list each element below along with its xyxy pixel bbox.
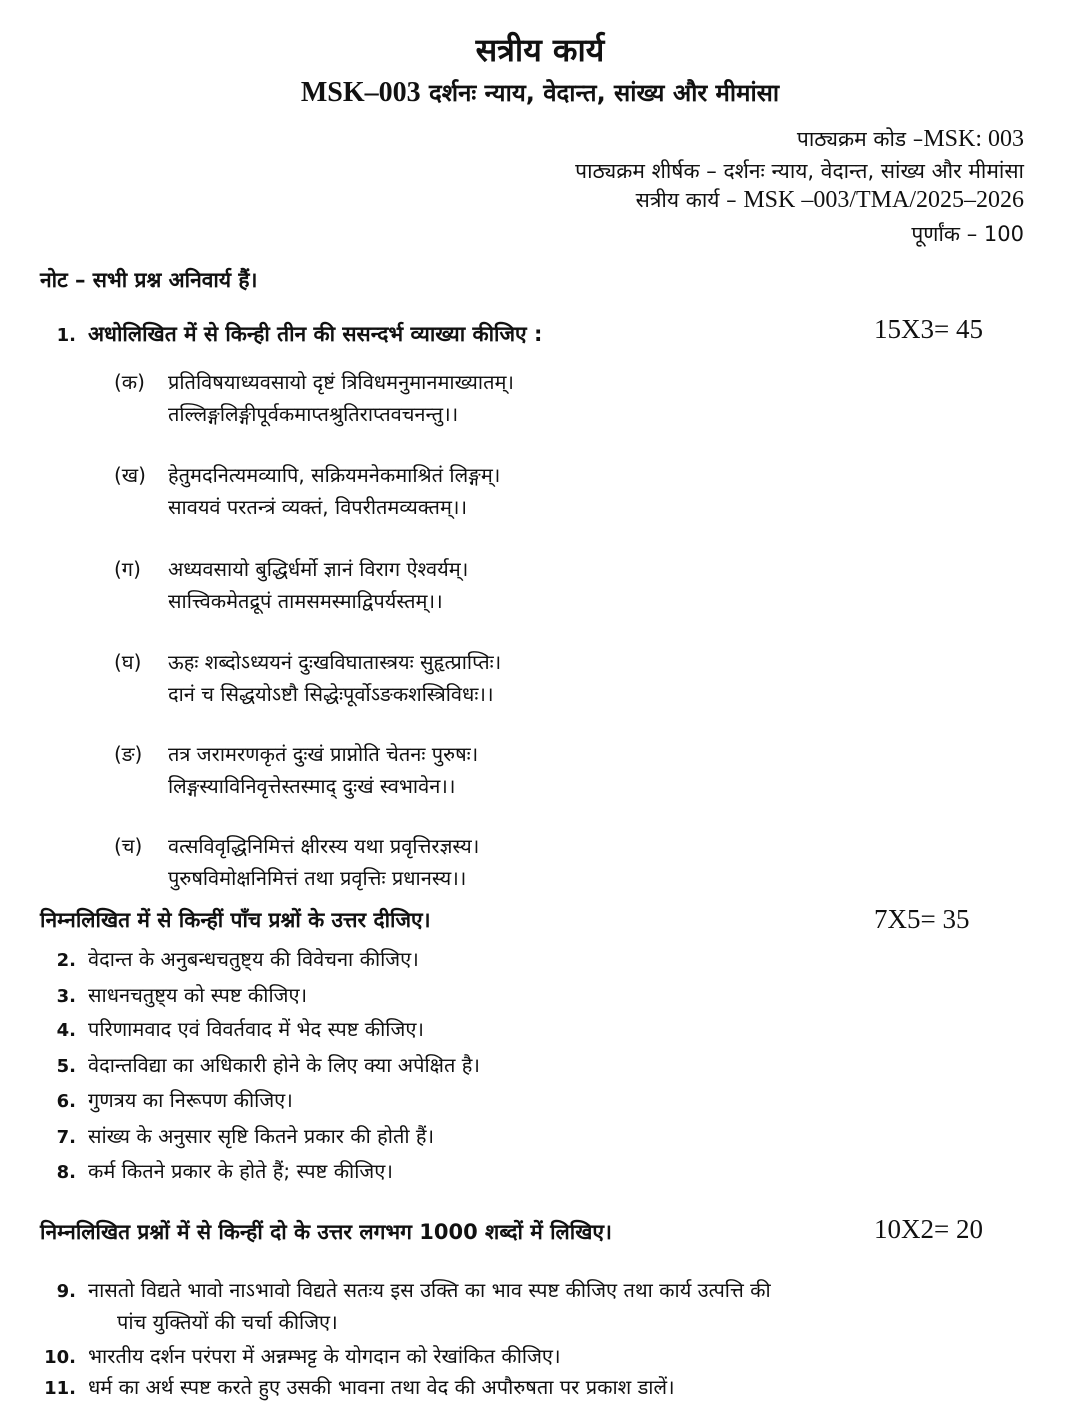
question-item bbox=[40, 981, 307, 1008]
verse-label: (ख) bbox=[114, 463, 146, 487]
verse-line-1: प्रतिविषयाध्यवसायो दृष्टं त्रिविधमनुमानमाख्यातम्। bbox=[168, 370, 515, 394]
question-number: 2. bbox=[56, 950, 76, 971]
instruction-note: नोट – सभी प्रश्न अनिवार्य हैं। bbox=[40, 268, 258, 292]
section-1-marks: 15X3= 45 bbox=[874, 314, 983, 344]
question-number: 10. bbox=[44, 1347, 76, 1368]
verse-label: (ग) bbox=[114, 557, 141, 581]
verse-item bbox=[114, 366, 514, 430]
question-text: धर्म का अर्थ स्पष्ट करते हुए उसकी भावना तथा वेद की अपौरुषता पर प्रकाश डालें। bbox=[88, 1375, 675, 1399]
question-number: 9. bbox=[56, 1281, 76, 1302]
verse-item bbox=[114, 646, 501, 710]
verse-line-2: लिङ्गस्याविनिवृत्तेस्तस्माद् दुःखं स्वभावेन।। bbox=[168, 774, 456, 798]
verse-label: (घ) bbox=[114, 650, 142, 674]
question-number: 11. bbox=[44, 1378, 76, 1399]
verse-line-2: सात्त्विकमेतद्रूपं तामसमस्माद्विपर्यस्तम्।। bbox=[168, 589, 443, 613]
section-3-heading: निम्नलिखित प्रश्नों में से किन्हीं दो के उत्तर लगभग 1000 शब्दों में लिखिए। bbox=[40, 1220, 612, 1244]
question-item bbox=[40, 1342, 561, 1369]
assignment-code-label: सत्रीय कार्य – bbox=[635, 188, 744, 212]
verse-item bbox=[114, 738, 478, 802]
max-marks-label: पूर्णांक – bbox=[911, 222, 984, 246]
verse-item bbox=[114, 830, 479, 894]
max-marks-value: 100 bbox=[983, 222, 1024, 246]
question-text: गुणत्रय का निरूपण कीजिए। bbox=[88, 1088, 293, 1112]
section-2-heading: निम्नलिखित में से किन्हीं पाँच प्रश्नों के उत्तर दीजिए। bbox=[40, 908, 431, 932]
verse-item bbox=[114, 553, 468, 617]
course-code-line bbox=[797, 125, 1024, 153]
verse-line-1: वत्सविवृद्धिनिमित्तं क्षीरस्य यथा प्रवृत्तिरज्ञस्य। bbox=[168, 834, 480, 858]
question-number: 8. bbox=[56, 1162, 76, 1183]
question-item bbox=[40, 1157, 393, 1184]
assignment-code-line bbox=[636, 186, 1024, 214]
verse-label: (क) bbox=[114, 370, 145, 394]
question-number: 3. bbox=[56, 986, 76, 1007]
question-text: साधनचतुष्ट्य को स्पष्ट कीजिए। bbox=[88, 983, 308, 1007]
question-item bbox=[40, 1122, 434, 1149]
question-item bbox=[40, 1051, 480, 1078]
question-text: परिणामवाद एवं विवर्तवाद में भेद स्पष्ट कीजिए। bbox=[88, 1017, 424, 1041]
course-title-value: दर्शनः न्याय, वेदान्त, सांख्य और मीमांसा bbox=[723, 159, 1024, 183]
subtitle-course-code: MSK–003 bbox=[300, 77, 421, 108]
question-text: भारतीय दर्शन परंपरा में अन्नम्भट्ट के योगदान को रेखांकित कीजिए। bbox=[88, 1344, 561, 1368]
page-title: सत्रीय कार्य bbox=[475, 31, 605, 69]
question-number: 6. bbox=[56, 1091, 76, 1112]
course-code-value: MSK: 003 bbox=[923, 126, 1024, 152]
verse-line-2: सावयवं परतन्त्रं व्यक्तं, विपरीतमव्यक्तम्।। bbox=[168, 495, 468, 519]
verse-label: (च) bbox=[114, 834, 143, 858]
verse-line-2: तल्लिङ्गलिङ्गीपूर्वकमाप्तश्रुतिराप्तवचनन्तु।। bbox=[168, 402, 459, 426]
course-title-label: पाठ्यक्रम शीर्षक – bbox=[575, 159, 724, 183]
question-item bbox=[40, 1015, 424, 1042]
section-1-heading-text: अधोलिखित में से किन्ही तीन की ससन्दर्भ व्याख्या कीजिए : bbox=[88, 322, 543, 346]
verse-line-1: अध्यवसायो बुद्धिर्धर्मो ज्ञानं विराग ऐश्वर्यम्। bbox=[168, 557, 469, 581]
verse-line-2: दानं च सिद्धयोऽष्टौ सिद्धेःपूर्वोऽङकशस्त्रिविधः।। bbox=[168, 682, 494, 706]
question-text-continued: पांच युक्तियों की चर्चा कीजिए। bbox=[117, 1310, 338, 1334]
question-item bbox=[40, 1086, 293, 1113]
course-title-line bbox=[575, 157, 1024, 185]
verse-label: (ङ) bbox=[114, 742, 143, 766]
verse-line-2: पुरुषविमोक्षनिमित्तं तथा प्रवृत्तिः प्रधानस्य।। bbox=[168, 866, 467, 890]
section-2-marks: 7X5= 35 bbox=[874, 904, 970, 934]
question-text: नासतो विद्यते भावो नाऽभावो विद्यते सतःय इस उक्ति का भाव स्पष्ट कीजिए तथा कार्य उत्पत्ति की bbox=[88, 1278, 771, 1302]
verse-line-1: ऊहः शब्दोऽध्ययनं दुःखविघातास्त्रयः सुहृत्प्राप्तिः। bbox=[168, 650, 502, 674]
question-text: वेदान्त के अनुबन्धचतुष्ट्य की विवेचना कीजिए। bbox=[88, 947, 419, 971]
course-code-label: पाठ्यक्रम कोड – bbox=[796, 127, 924, 151]
page-subtitle bbox=[0, 76, 1080, 109]
verse-line-1: तत्र जरामरणकृतं दुःखं प्राप्नोति चेतनः पुरुषः। bbox=[168, 742, 479, 766]
max-marks-line bbox=[911, 220, 1024, 248]
verse-item bbox=[114, 459, 500, 523]
question-text: वेदान्तविद्या का अधिकारी होने के लिए क्या अपेक्षित है। bbox=[88, 1053, 480, 1077]
question-number: 7. bbox=[56, 1127, 76, 1148]
question-text: कर्म कितने प्रकार के होते हैं; स्पष्ट कीजिए। bbox=[88, 1159, 393, 1183]
question-number: 4. bbox=[56, 1020, 76, 1041]
question-number: 5. bbox=[56, 1056, 76, 1077]
question-item bbox=[40, 945, 419, 972]
question-text: सांख्य के अनुसार सृष्टि कितने प्रकार की होती हैं। bbox=[88, 1124, 435, 1148]
question-item bbox=[40, 1275, 771, 1337]
verse-line-1: हेतुमदनित्यमव्यापि, सक्रियमनेकमाश्रितं लिङ्गम्। bbox=[168, 463, 501, 487]
question-number: 1. bbox=[56, 325, 76, 346]
assignment-code-value: MSK –003/TMA/2025–2026 bbox=[743, 187, 1024, 213]
section-3-marks: 10X2= 20 bbox=[874, 1214, 983, 1244]
subtitle-course-name: दर्शनः न्याय, वेदान्त, सांख्य और मीमांसा bbox=[429, 79, 780, 107]
question-item bbox=[40, 1373, 675, 1400]
section-1-heading bbox=[40, 320, 542, 348]
